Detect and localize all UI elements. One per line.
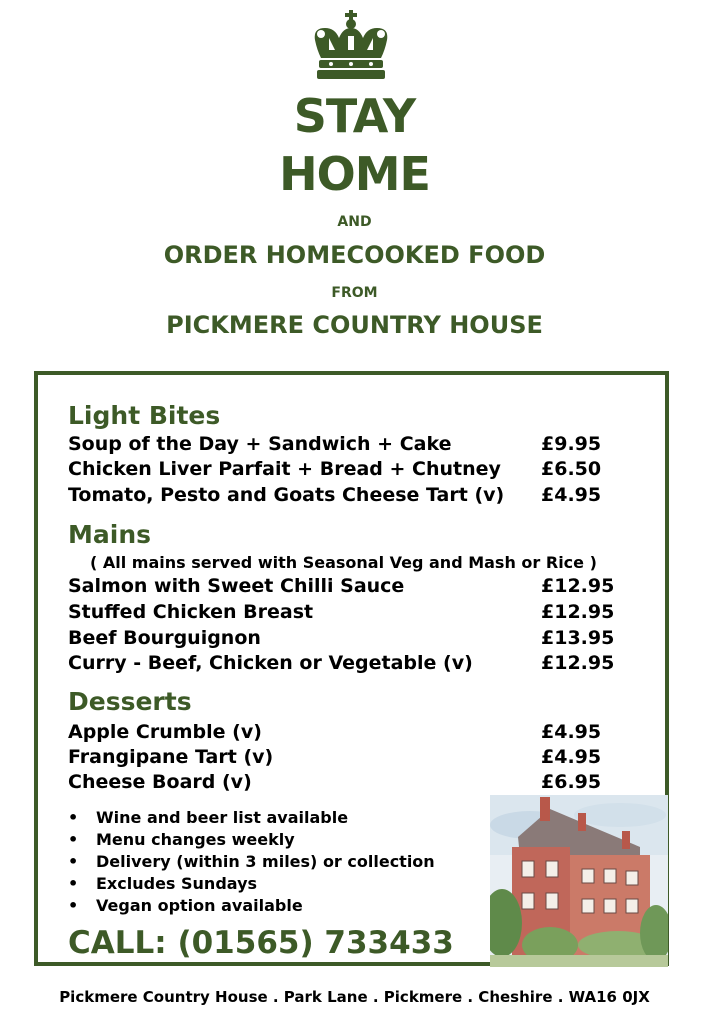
list-item [68, 895, 435, 917]
item-name: Tomato, Pesto and Goats Cheese Tart (v) [68, 484, 505, 506]
bullet-icon: • [68, 874, 79, 893]
headline-home: HOME [279, 147, 430, 201]
item-name: Curry - Beef, Chicken or Vegetable (v) [68, 652, 473, 674]
item-name: Chicken Liver Parfait + Bread + Chutney [68, 458, 501, 480]
menu-panel [34, 371, 669, 966]
list-item-text: Delivery (within 3 miles) or collection [96, 852, 435, 871]
call-phone-number: CALL: (01565) 733433 [68, 925, 454, 961]
list-item [68, 807, 435, 829]
headline-stay: STAY [293, 89, 416, 143]
menu-item [68, 457, 608, 482]
headline-from: FROM [331, 285, 378, 301]
section-title-mains: Mains [68, 520, 151, 549]
item-name: Apple Crumble (v) [68, 721, 262, 743]
item-price: £4.95 [541, 721, 602, 743]
headline-and: AND [337, 214, 372, 230]
menu-item [68, 432, 608, 457]
item-name: Soup of the Day + Sandwich + Cake [68, 433, 452, 455]
item-price: £4.95 [541, 484, 602, 506]
item-price: £12.95 [541, 601, 615, 623]
info-list [68, 807, 435, 917]
list-item-text: Wine and beer list available [96, 808, 349, 827]
list-item [68, 851, 435, 873]
menu-item [68, 483, 608, 508]
item-name: Beef Bourguignon [68, 627, 261, 649]
item-price: £13.95 [541, 627, 615, 649]
mains-note: ( All mains served with Seasonal Veg and Mash or Rice ) [90, 553, 597, 572]
item-price: £12.95 [541, 652, 615, 674]
menu-item [68, 720, 608, 745]
list-item [68, 873, 435, 895]
item-price: £9.95 [541, 433, 602, 455]
menu-item [68, 626, 615, 651]
item-name: Stuffed Chicken Breast [68, 601, 314, 623]
bullet-icon: • [68, 852, 79, 871]
menu-item [68, 651, 615, 676]
item-price: £4.95 [541, 746, 602, 768]
menu-item [68, 600, 615, 625]
item-price: £12.95 [541, 575, 615, 597]
headline-order: ORDER HOMECOOKED FOOD [163, 241, 546, 269]
section-title-desserts: Desserts [68, 687, 192, 716]
list-item-text: Vegan option available [96, 896, 303, 915]
section-title-light-bites: Light Bites [68, 401, 221, 430]
house-illustration [490, 795, 668, 967]
item-price: £6.95 [541, 771, 602, 793]
list-item-text: Excludes Sundays [96, 874, 258, 893]
menu-item [68, 745, 608, 770]
bullet-icon: • [68, 830, 79, 849]
headline-venue: PICKMERE COUNTRY HOUSE [166, 311, 543, 339]
list-item-text: Menu changes weekly [96, 830, 295, 849]
bullet-icon: • [68, 896, 79, 915]
menu-item [68, 770, 608, 795]
item-name: Frangipane Tart (v) [68, 746, 274, 768]
list-item [68, 829, 435, 851]
item-name: Salmon with Sweet Chilli Sauce [68, 575, 405, 597]
crown-icon [309, 10, 393, 86]
bullet-icon: • [68, 808, 79, 827]
item-price: £6.50 [541, 458, 602, 480]
item-name: Cheese Board (v) [68, 771, 252, 793]
footer-address: Pickmere Country House . Park Lane . Pickmere . Cheshire . WA16 0JX [59, 988, 650, 1006]
menu-item [68, 574, 615, 599]
